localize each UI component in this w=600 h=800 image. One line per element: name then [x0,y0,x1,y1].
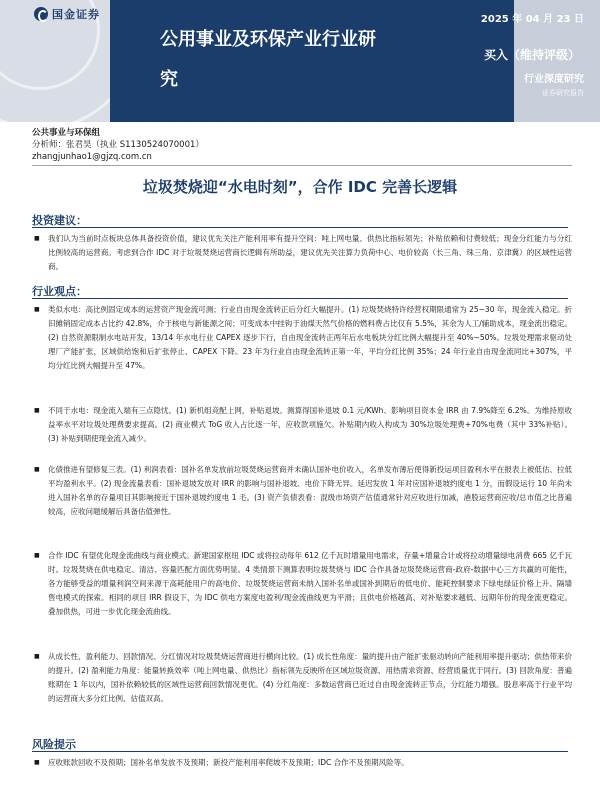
report-header-banner [0,0,600,122]
divider [32,165,572,166]
report-series-title: 公用事业及环保产业行业研究 [160,29,376,90]
risk-text: 应收账款回收不及预期；国补名单发放不及预期；新投产能利用率爬坡不及预期；IDC 合作不及预期风险等。 [48,758,409,767]
rating-label: 买入（维持评级） [483,48,580,62]
company-logo [34,6,100,22]
view-paragraph: 合作 IDC 有望优化现金流曲线与商业模式。新建国家枢纽 IDC 或将拉动每年 612 亿千瓦时增量用电需求，存量+增量合计或将拉动增量绿电消费 665 亿千瓦时。垃圾焚烧在供电稳定、清洁、容量匹配方面优势明显。4 类情景下测算表明垃圾焚烧与 IDC 合作具备垃圾焚烧运营商-政府-数据中心三方共赢的可能性，各方能够受益的增量利润空间来源于高耗能用户的高电价、垃圾焚烧运营商未纳入国补名单或国补到期后的低电价、能耗控制要求下绿电绿证价格上升、隔墙售电模式的探索。相同的项目 IRR 假设下，为 IDC 供电方案度电盈利/现金流曲线更为平滑；且供电价格越高、对补贴要求越低、远期年份的现金流更稳定。叠加供热，可进一步优化现金流曲线。 [48,551,572,617]
investment-text: 我们认为当前时点板块总体具备投资价值，建议优先关注产能利用率有提升空间：吨上网电量、供热比指标领先；补贴依赖和付费较低；现金分红能力与分红比例较高的运营商。考虑到合作 IDC 对于垃圾焚烧运营商长逻辑有所助益，建议优先关注算力负荷中心、电价较高（长三角、珠三角、京津冀）的区域性运营商。 [48,234,572,272]
view-paragraph: 从成长性、盈利能力、回款情况、分红情况对垃圾焚烧运营商进行横向比较。(1) 成长性角度：量的提升由产能扩张驱动转向产能利用率提升驱动；供热带来价的提升。(2) 盈利能力角度：能量转换效率（吨上网电量、供热比）指标领先反映所在区域垃圾资源、用热需求资源、经营质量优于同行。(3) 回款角度：普遍账期在 1 年以内，国补依赖较低的区域性运营商回款情况更优。(4) 分红角度：多数运营商已近过自由现金流转正节点，分红能力增强。股息率高于行业平均的运营商大多分红比例、估值双高。 [48,652,572,704]
bullet-icon: ■ [34,407,40,414]
bullet-icon: ■ [34,653,40,660]
view-paragraph: 不同于水电：现金流入端有三点隐忧。(1) 新机组竞配上网，补贴退坡。测算得国补退坡 0.1 元/KWh、影响项目资本金 IRR 由 7.9%降至 6.2%。为维持原收益率水平对垃圾处理费要求提高。(2) 商业模式 ToG 收入占比逐一年，应收款项施欠。补贴期内收入构成为 30%垃圾处理费+70%电费（其中 33%补贴）。(3) 补贴到期使现金流入减少。 [48,406,572,444]
report-category: 证券研究报告 [542,89,584,97]
bullet-icon: ■ [34,466,40,473]
logo-text: 国金证券 [52,8,100,21]
logo-icon [34,7,48,21]
investment-heading: 投资建议： [32,214,87,227]
view-paragraph: 类似水电：高比例固定成本的运营资产现金流可测；行业自由现金流转正后分红大幅提升。(1) 垃圾焚烧特许经营权期限通常为 25~30 年，现金流入稳定。折旧摊销固定成本占比约 42.8%，介于核电与新能源之间；可变成本中挂钩于油煤天然气价格的燃料费占比仅有 5.5%，其余为人工/辅助成本，现金流出稳定。(2) 自然资源限制水电站开发，13/14 年水电行业 CAPEX 逐步下行，自由现金流转正两年后水电板块分红比例大幅提升至 40%~50%。垃圾处理需求驱动处理厂产能扩张，区域供给饱和后扩张停止、CAPEX 下降。23 年为行业自由现金流转正第一年，平均分红比例 35%；24 年行业自由现金流同比+307%，平均分红比例大幅提升至 47%。 [48,305,572,371]
report-date: 2025 年 04 月 23 日 [480,14,584,25]
analyst-email: zhangjunhao1@gjzq.com.cn [32,152,152,162]
section-divider [32,751,568,752]
bullet-icon: ■ [34,552,40,559]
report-title: 垃圾焚烧迎“水电时刻”，合作 IDC 完善长逻辑 [142,178,458,196]
views-heading: 行业观点： [32,285,87,298]
risk-heading: 风险提示 [32,738,76,751]
analyst-name: 分析师：张君昊（执业 S1130524070001） [32,140,204,150]
section-divider [32,227,568,228]
view-paragraph: 化债推进有望修复三表。(1) 利润表看：国补名单发放前垃圾焚烧运营商并未确认国补电价收入，名单发布薄后使得新投运项目盈利水平在报表上被低估、拉低平均盈利水平。(2) 现金流量表看：国补退坡发放对 IRR 的影响与国补退坡、电价下降无异。延迟发放 1 年对应国补退坡约度电 1 分，而假设运行 10 年尚未进入国补名单的存量项目其影响接近于国补退坡约度电 1 毛。(3) 资产负债表看：混级市场资产估值通常针对应收进行加减，港股运营商应收/总市值之比普遍较高，应收问题缓解后具备估值弹性。 [48,465,572,517]
industry-group: 公共事业与环保组 [32,128,101,138]
section-divider [32,298,568,299]
report-type: 行业深度研究 [524,74,584,85]
bullet-icon: ■ [34,235,40,242]
analyst-info [32,127,204,163]
bullet-icon: ■ [34,759,40,766]
bullet-icon: ■ [34,306,40,313]
